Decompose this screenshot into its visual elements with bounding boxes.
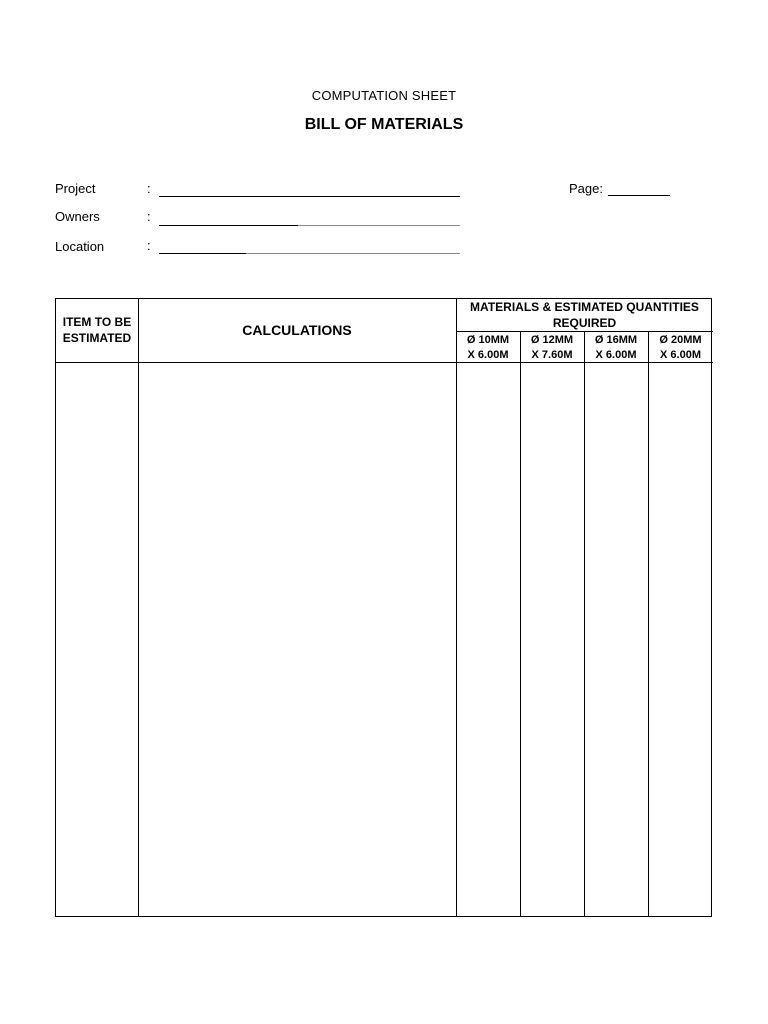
owners-colon: :	[147, 209, 151, 224]
owners-field[interactable]	[159, 225, 460, 226]
size-length: X 6.00M	[660, 349, 701, 361]
column-divider	[584, 332, 585, 916]
location-field[interactable]	[159, 253, 460, 254]
column-divider	[520, 332, 521, 916]
size-header-16mm	[584, 333, 648, 363]
sheet-subtitle: COMPUTATION SHEET	[311, 88, 457, 103]
size-diameter: Ø 20MM	[659, 334, 702, 346]
item-header-line2: ESTIMATED	[62, 331, 132, 345]
project-colon: :	[147, 181, 151, 196]
size-header-20mm	[648, 333, 713, 363]
size-diameter: Ø 12MM	[530, 334, 574, 346]
materials-header-line2: REQUIRED	[552, 316, 617, 330]
materials-header-divider	[456, 331, 713, 332]
location-field-underline	[159, 253, 246, 254]
project-field[interactable]	[159, 196, 460, 197]
size-header-12mm	[520, 333, 584, 363]
size-length: X 7.60M	[531, 349, 573, 361]
page-field[interactable]	[608, 195, 670, 196]
item-header-line1: ITEM TO BE	[62, 315, 132, 329]
location-colon: :	[147, 238, 151, 253]
bill-of-materials-table	[55, 298, 712, 917]
item-header	[56, 314, 138, 346]
location-label: Location	[55, 239, 105, 254]
column-divider	[138, 299, 139, 916]
owners-field-underline	[159, 225, 298, 226]
size-diameter: Ø 10MM	[466, 334, 510, 346]
size-length: X 6.00M	[467, 349, 509, 361]
page-label: Page:	[569, 181, 603, 196]
column-divider	[456, 299, 457, 916]
column-divider	[648, 332, 649, 916]
project-label: Project	[55, 181, 96, 196]
size-length: X 6.00M	[595, 349, 637, 361]
size-diameter: Ø 16MM	[594, 334, 638, 346]
materials-header	[456, 299, 713, 331]
owners-label: Owners	[55, 209, 100, 224]
size-header-10mm	[456, 333, 520, 363]
materials-header-line1: MATERIALS & ESTIMATED QUANTITIES	[470, 300, 699, 314]
sheet-title: BILL OF MATERIALS	[304, 116, 464, 133]
calculations-header: CALCULATIONS	[242, 322, 352, 338]
